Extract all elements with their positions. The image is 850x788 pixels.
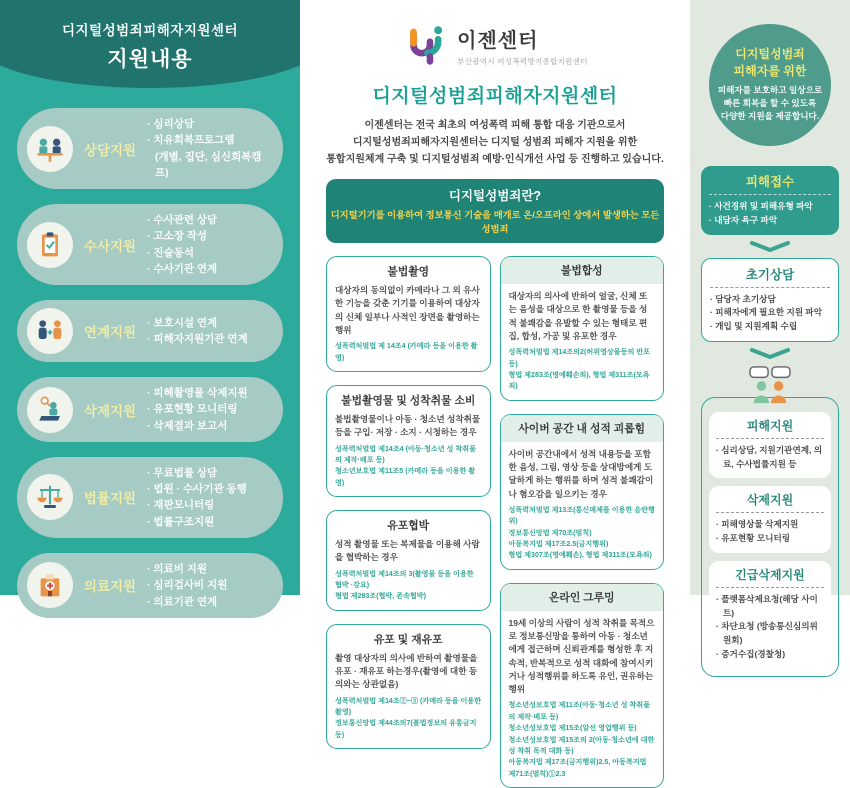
group-box-victim-support	[709, 412, 831, 479]
crime-boxes-left-column	[326, 256, 491, 788]
crime-box-law: 아동복지법 제17조2.5(금지행위)	[508, 539, 609, 548]
crime-box-law: 정보통신망법 제44조의7(불법정보의 유통금지 등)	[335, 719, 477, 739]
step-bullets	[716, 593, 824, 662]
crime-box-law: 성폭력처벌법 제13조(통신매체를 이용한 음란행위)	[508, 505, 655, 526]
crime-box-title: 불법합성	[501, 257, 664, 284]
dashed-divider	[716, 512, 824, 513]
left-panel	[0, 0, 300, 608]
crime-box-body: 촬영 대상자의 의사에 반하여 촬영물을 유포 · 재유포 하는경우(촬영에 대한 동의와는 상관없음)	[335, 652, 478, 690]
crime-box-cyber-harassment	[500, 414, 665, 570]
support-item-investigation	[17, 204, 283, 285]
support-item-medical	[17, 553, 283, 618]
support-bullet: · 피해자지원기관 연계	[147, 331, 248, 347]
support-bullet: · 법률구조지원	[147, 514, 247, 530]
crime-box-distribution	[326, 624, 491, 749]
left-header-title: 지원내용	[107, 48, 193, 71]
support-item-label: 상담지원	[83, 142, 137, 158]
investigation-icon	[27, 222, 73, 268]
step-title: 피해지원	[746, 418, 794, 433]
support-bullet: · 의료기관 연계	[147, 594, 227, 610]
support-item-label: 법률지원	[83, 491, 137, 507]
step-bullets	[709, 200, 831, 228]
crime-box-body: 불법촬영물이나 아동 · 청소년 성착취물 등을 구입· 저장 · 소지 · 시청하는 경우	[335, 413, 481, 438]
step-bullets	[716, 444, 824, 472]
intro-circle-body-line: 피해자를 보호하고 일상으로	[717, 84, 823, 95]
crime-box-body: 성적 촬영물 또는 복제물을 이용해 사람을 협박하는 경우	[335, 538, 480, 563]
crime-boxes-right-column	[500, 256, 665, 788]
step-bullet: · 피해자에게 필요한 지원 파악	[710, 306, 830, 320]
intro-circle-body	[718, 84, 822, 124]
intro-line: 디지털성범죄피해자지원센터는 디지털 성범죄 피해자 지원을 위한	[352, 137, 638, 148]
support-bullet: · 심리상담	[147, 116, 273, 132]
legal-icon	[27, 474, 73, 520]
counseling-icon	[27, 126, 73, 172]
crime-box-law: 성폭력처벌법 제14조의2(허위영상물등의 반포 등)	[508, 348, 650, 368]
crime-box-law: 청소년보호법 제11조5 (카메라 등을 이용한 촬영)	[335, 467, 476, 487]
people-talk-icon	[741, 365, 799, 405]
support-item-bullets	[147, 385, 248, 434]
support-bullet: · 고소장 작성	[147, 228, 217, 244]
support-bullet: · 피해촬영물 삭제지원	[147, 385, 248, 401]
crime-box-law: 성폭력처벌법 제14조②~③ (카메라 등을 이용한 촬영)	[335, 696, 482, 716]
crime-box-law: 청소년성보호법 제11조(아동·청소년 성 착취물의 제작·배포 등)	[508, 701, 650, 721]
crime-box-body: 대상자의 의사에 반하여 얼굴, 신체 또는 음성을 대상으로 한 촬영물 등을 성적 불쾌감을 유발할 수 있는 형태로 편집, 합성, 가공 및 유포한 경우	[508, 291, 648, 341]
intro-line: 통합지원체계 구축 및 디지털성범죄 예방·인식개선 사업 등 진행하고 있습니다.	[326, 154, 664, 165]
support-item-counseling	[17, 108, 283, 189]
crime-box-distribution-threat	[326, 510, 491, 611]
chevron-down-icon	[749, 347, 791, 360]
support-item-label: 연계지원	[83, 325, 137, 341]
crime-box-online-grooming	[500, 583, 665, 788]
left-header	[0, 0, 324, 88]
logo	[326, 22, 664, 68]
support-item-list	[0, 88, 300, 618]
logo-text	[457, 24, 588, 67]
step-bullets	[710, 293, 830, 334]
center-panel	[300, 0, 690, 778]
crime-box-body: 사이버 공간내에서 성적 내용등을 포함한 음성, 그림, 영상 등을 상대방에게 도달하게 하는 행위를 하며 성적 불쾌감이나 혐오감을 일으키는 경우	[508, 448, 654, 499]
process-step-initial-counseling	[701, 258, 839, 342]
crime-box-law: 형법 제307조(명예훼손), 형법 제311조(모욕죄)	[508, 551, 652, 560]
dashed-divider	[716, 438, 824, 439]
intro-circle-body-line: 다양한 지원을 제공합니다.	[720, 111, 820, 122]
crime-box-law: 성폭력처벌법 제14조4 (아동·청소년 성 착취물의 제작·배포 등)	[335, 444, 476, 464]
support-item-bullets	[147, 315, 248, 348]
step-bullet: · 차단요청 (방송통신심의위원회)	[716, 620, 824, 648]
support-item-bullets	[147, 465, 247, 530]
crime-box-title: 불법촬영물 및 성착취물 소비	[341, 394, 476, 407]
support-bullet: · 삭제결과 보고서	[147, 418, 248, 434]
support-item-label: 의료지원	[83, 579, 137, 595]
support-bullet: · 치유회복프로그램	[147, 132, 273, 148]
crime-box-law: 아동복지법 제17조(금지행위)2.5, 아동복지법 제71조(벌칙)①2.3	[508, 758, 647, 778]
referral-icon	[27, 308, 73, 354]
intro-text	[326, 117, 664, 168]
step-bullet: · 플랫폼삭제요청(해당 사이트)	[716, 593, 824, 621]
support-item-label: 삭제지원	[83, 403, 137, 419]
crime-box-consumption	[326, 385, 491, 497]
step-title: 피해접수	[745, 175, 795, 189]
logo-name: 이젠센터	[457, 29, 539, 52]
support-bullet: · 재판모니터링	[147, 497, 247, 513]
group-box-urgent-deletion	[709, 561, 831, 669]
crime-box-law: 형법 제283조(협박, 존속협박)	[335, 592, 426, 601]
dashed-divider	[709, 194, 831, 195]
step-bullet: · 내담자 욕구 파악	[709, 214, 831, 228]
step-bullet: · 사건경위 및 피해유형 파악	[709, 200, 831, 214]
support-bullet-note: (개별, 집단, 심신회복캠프)	[155, 150, 262, 179]
support-item-label: 수사지원	[83, 238, 137, 254]
support-item-bullets	[147, 212, 217, 277]
step-bullets	[716, 518, 824, 546]
dashed-divider	[716, 587, 824, 588]
support-bullet: · 보호시설 연계	[147, 315, 248, 331]
step-bullet: · 증거수집(경찰청)	[716, 648, 824, 662]
process-step-intake	[701, 166, 839, 235]
intro-circle-body-line: 빠른 회복을 할 수 있도록	[723, 98, 817, 109]
support-item-referral	[17, 300, 283, 362]
crime-box-law: 청소년성보호법 제15조(알선 영업행위 등)	[508, 724, 637, 733]
step-bullet: · 피해영상물 삭제지원	[716, 518, 824, 532]
logo-subtitle: 부산광역시 여성폭력방지종합지원센터	[457, 56, 588, 66]
support-bullet: · 의료비 지원	[147, 561, 227, 577]
support-bullet: · 진술동석	[147, 245, 217, 261]
crime-box-law: 형법 제283조(명예훼손죄), 형법 제311조(모욕죄)	[508, 370, 650, 391]
crime-box-body: 대상자의 동의없이 카메라나 그 외 유사한 기능을 갖춘 기기를 이용하여 대상자의 신체 일부나 사적인 장면을 촬영하는 행위	[335, 285, 480, 335]
group-box-deletion-support	[709, 486, 831, 553]
chevron-down-icon	[749, 240, 791, 253]
support-item-bullets	[147, 116, 273, 181]
medical-icon	[27, 562, 73, 608]
definition-subtitle: 디지털기기를 이용하여 정보통신 기술을 매개로 온/오프라인 상에서 발생하는 모든 성범죄	[330, 210, 660, 234]
crime-box-body: 19세 이상의 사람이 성적 착취를 목적으로 정보통신망을 통하여 아동 · 청소년에게 접근하며 신뢰관계를 형성한 후 지속적, 반복적으로 성적 대화에 참여시키거나 성적행위를 하도록 유인, 권유하는 행위	[508, 617, 655, 695]
deletion-icon	[27, 387, 73, 433]
intro-circle-title-line: 디지털성범죄	[735, 47, 805, 62]
step-title: 삭제지원	[746, 493, 794, 508]
support-group	[701, 397, 839, 677]
ijen-logo-mark-icon	[402, 22, 448, 68]
crime-box-law: 청소년성보호법 제15조의 2(아동·청소년에 대한 성 착취 목적 대화 등)	[508, 735, 655, 755]
step-title: 초기상담	[745, 267, 795, 282]
support-bullet: · 수사기관 연계	[147, 261, 217, 277]
left-header-subtitle: 디지털성범죄피해자지원센터	[61, 23, 239, 38]
crime-box-title: 유포협박	[387, 519, 430, 532]
intro-circle	[709, 24, 831, 146]
support-bullet: · 유포현황 모니터링	[147, 401, 248, 417]
crime-box-illegal-filming	[326, 256, 491, 372]
intro-circle-title	[734, 46, 807, 78]
crime-box-title: 불법촬영	[387, 266, 430, 278]
crime-box-title: 사이버 공간 내 성적 괴롭힘	[501, 415, 664, 442]
crime-box-title: 유포 및 재유포	[373, 633, 443, 646]
right-panel	[690, 0, 850, 659]
step-bullet: · 심리상담, 지원기관연계, 의료, 수사법률지원 등	[716, 444, 824, 472]
support-bullet: · 무료법률 상담	[147, 465, 247, 481]
crime-box-law: 정보통신망법 제70조(벌칙)	[508, 528, 592, 537]
crime-box-deepfake	[500, 256, 665, 401]
step-bullet: · 담당자 초기상담	[710, 293, 830, 307]
support-item-bullets	[147, 561, 227, 610]
crime-boxes	[326, 256, 664, 788]
page-title: 디지털성범죄피해자지원센터	[372, 86, 618, 107]
step-bullet: · 개입 및 지원계획 수립	[710, 320, 830, 334]
dashed-divider	[710, 287, 830, 288]
intro-line: 이젠센터는 전국 최초의 여성폭력 피해 통합 대응 기관으로서	[364, 120, 626, 131]
support-bullet: · 심리검사비 지원	[147, 577, 227, 593]
crime-box-law: 성폭력처벌법 제14조의 3(촬영물 등을 이용한 협박 ·강요)	[335, 569, 474, 589]
step-bullet: · 유포현황 모니터링	[716, 532, 824, 546]
support-bullet: · 법원 · 수사기관 동행	[147, 481, 247, 497]
crime-box-law: 성폭력처벌법 제 14조4 (카메라 등을 이용한 촬영)	[335, 342, 478, 362]
definition-box	[326, 179, 664, 243]
support-item-deletion	[17, 377, 283, 442]
support-item-legal	[17, 457, 283, 538]
support-bullet: · 수사관련 상담	[147, 212, 217, 228]
step-title: 긴급삭제지원	[735, 567, 805, 582]
crime-box-title: 온라인 그루밍	[501, 584, 664, 611]
definition-title: 디지털성범죄란?	[448, 189, 542, 203]
intro-circle-title-line: 피해자를 위한	[733, 63, 807, 78]
